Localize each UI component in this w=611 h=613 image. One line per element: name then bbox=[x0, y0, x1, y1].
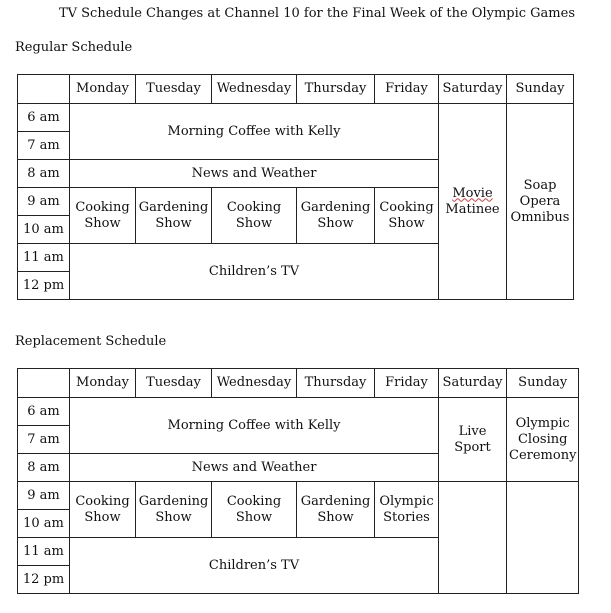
saturday-slot bbox=[439, 104, 507, 300]
time-cell: 12 pm bbox=[18, 566, 70, 594]
morning-coffee-slot: Morning Coffee with Kelly bbox=[70, 104, 439, 160]
program-line: Cooking bbox=[226, 493, 282, 509]
corner-cell bbox=[18, 75, 70, 104]
program-line: Cooking bbox=[379, 199, 434, 215]
program-line: Stories bbox=[383, 509, 430, 525]
time-cell: 8 am bbox=[18, 454, 70, 482]
program-line: Cooking bbox=[75, 493, 130, 509]
replacement-schedule-label: Replacement Schedule bbox=[15, 334, 167, 349]
time-cell: 9 am bbox=[18, 482, 70, 510]
program-line: Gardening bbox=[300, 493, 371, 509]
saturday-empty-slot bbox=[439, 482, 507, 594]
program-line: Show bbox=[155, 215, 192, 231]
time-cell: 6 am bbox=[18, 104, 70, 132]
program-line: Show bbox=[388, 215, 425, 231]
time-cell: 10 am bbox=[18, 216, 70, 244]
program-line: Show bbox=[84, 215, 121, 231]
program-line: Gardening bbox=[300, 199, 371, 215]
program-line: Show bbox=[317, 215, 354, 231]
program-line: Show bbox=[235, 509, 273, 525]
regular-schedule-table bbox=[17, 74, 574, 300]
childrens-tv-slot: Children’s TV bbox=[70, 244, 439, 300]
friday-9am-slot bbox=[375, 188, 439, 244]
program-line: Show bbox=[84, 509, 121, 525]
day-header: Saturday bbox=[439, 369, 507, 398]
regular-schedule-label: Regular Schedule bbox=[15, 40, 133, 55]
day-header: Sunday bbox=[507, 369, 579, 398]
day-header: Thursday bbox=[297, 369, 375, 398]
day-header: Wednesday bbox=[212, 75, 297, 104]
time-cell: 6 am bbox=[18, 398, 70, 426]
wednesday-9am-slot bbox=[212, 482, 297, 538]
day-header: Friday bbox=[375, 75, 439, 104]
wednesday-9am-slot bbox=[212, 188, 297, 244]
program-line: Gardening bbox=[138, 199, 209, 215]
day-header: Monday bbox=[70, 369, 136, 398]
time-cell: 7 am bbox=[18, 132, 70, 160]
childrens-tv-slot: Children’s TV bbox=[70, 538, 439, 594]
sunday-slot bbox=[507, 398, 579, 482]
program-line: Cooking bbox=[226, 199, 282, 215]
program-line: Live bbox=[458, 423, 487, 439]
document-title: TV Schedule Changes at Channel 10 for the Final Week of the Olympic Games bbox=[58, 6, 575, 21]
day-header: Friday bbox=[375, 369, 439, 398]
program-line: Cooking bbox=[75, 199, 130, 215]
time-cell: 7 am bbox=[18, 426, 70, 454]
replacement-schedule-table bbox=[17, 368, 579, 594]
monday-9am-slot bbox=[70, 482, 136, 538]
saturday-slot bbox=[439, 398, 507, 482]
time-cell: 8 am bbox=[18, 160, 70, 188]
tuesday-9am-slot bbox=[136, 188, 212, 244]
program-line: Matinee bbox=[445, 201, 500, 217]
program-line: Opera bbox=[519, 193, 561, 209]
morning-coffee-slot: Morning Coffee with Kelly bbox=[70, 398, 439, 454]
day-header: Wednesday bbox=[212, 369, 297, 398]
friday-9am-slot bbox=[375, 482, 439, 538]
time-cell: 11 am bbox=[18, 244, 70, 272]
header-row bbox=[18, 75, 574, 104]
thursday-9am-slot bbox=[297, 482, 375, 538]
day-header: Tuesday bbox=[136, 75, 212, 104]
tuesday-9am-slot bbox=[136, 482, 212, 538]
program-line: Sport bbox=[454, 439, 491, 455]
time-cell: 12 pm bbox=[18, 272, 70, 300]
sunday-empty-slot bbox=[507, 482, 579, 594]
news-weather-slot: News and Weather bbox=[70, 454, 439, 482]
sunday-slot bbox=[507, 104, 574, 300]
time-cell: 10 am bbox=[18, 510, 70, 538]
time-cell: 9 am bbox=[18, 188, 70, 216]
program-line: Olympic bbox=[379, 493, 434, 509]
program-line: Show bbox=[317, 509, 354, 525]
program-line: Show bbox=[235, 215, 273, 231]
day-header: Saturday bbox=[439, 75, 507, 104]
program-line: Closing bbox=[517, 431, 568, 447]
program-line: Ceremony bbox=[509, 447, 577, 463]
corner-cell bbox=[18, 369, 70, 398]
program-line: Show bbox=[155, 509, 192, 525]
day-header: Monday bbox=[70, 75, 136, 104]
header-row bbox=[18, 369, 579, 398]
program-line: Omnibus bbox=[510, 209, 570, 225]
program-line: Gardening bbox=[138, 493, 209, 509]
thursday-9am-slot bbox=[297, 188, 375, 244]
program-line: Soap bbox=[523, 177, 557, 193]
program-line: Movie bbox=[452, 185, 493, 201]
news-weather-slot: News and Weather bbox=[70, 160, 439, 188]
day-header: Tuesday bbox=[136, 369, 212, 398]
day-header: Thursday bbox=[297, 75, 375, 104]
monday-9am-slot bbox=[70, 188, 136, 244]
time-cell: 11 am bbox=[18, 538, 70, 566]
program-line: Olympic bbox=[515, 415, 570, 431]
day-header: Sunday bbox=[507, 75, 574, 104]
